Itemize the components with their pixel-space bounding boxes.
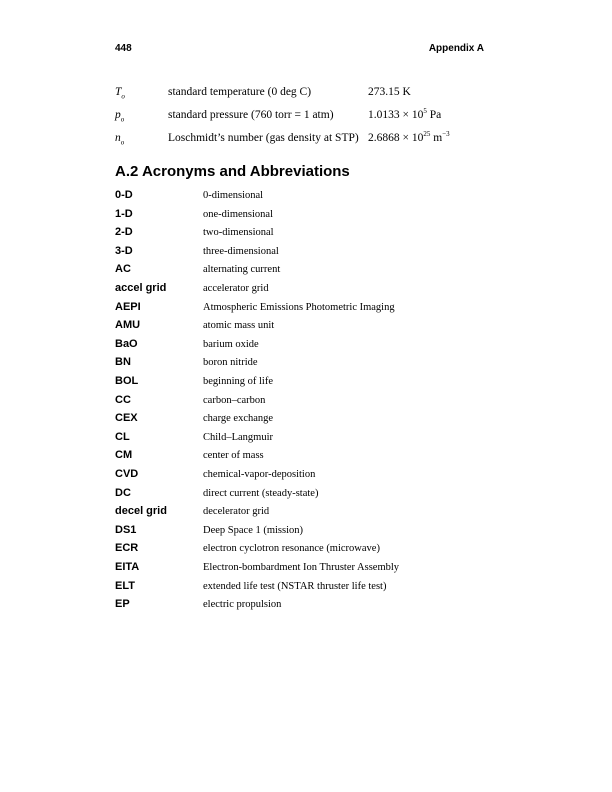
acronym-row	[115, 282, 515, 301]
acronym-definition: Atmospheric Emissions Photometric Imaging	[203, 301, 395, 313]
acronym-definition: atomic mass unit	[203, 320, 275, 332]
acronym: EP	[115, 598, 130, 611]
acronym-row	[115, 561, 515, 580]
acronym-row	[115, 542, 515, 561]
acronym: BOL	[115, 375, 139, 387]
acronym-row	[115, 356, 515, 375]
section-heading: A.2 Acronyms and Abbreviations	[115, 163, 350, 180]
acronym-definition: extended life test (NSTAR thruster life test)	[203, 580, 387, 592]
acronym: CL	[115, 430, 130, 443]
acronym-definition: decelerator grid	[203, 506, 270, 518]
acronym: ECR	[115, 542, 139, 555]
acronym-definition: three-dimensional	[203, 245, 279, 257]
constant-row	[115, 86, 515, 109]
constant-symbol: $T_o$	[115, 86, 125, 101]
acronym: AMU	[115, 319, 141, 332]
acronym: BN	[115, 356, 131, 369]
constant-description: standard pressure (760 torr = 1 atm)	[168, 109, 334, 121]
acronym-definition: beginning of life	[203, 376, 273, 387]
acronym-definition: alternating current	[203, 264, 281, 276]
acronym: CVD	[115, 468, 139, 480]
acronym: CC	[115, 393, 131, 406]
acronym: DC	[115, 486, 131, 499]
acronym-definition: two-dimensional	[203, 227, 274, 239]
running-header: Appendix A	[428, 43, 484, 54]
constant-value: $2.6868 \times 10^{25}$ $m^{-3}$	[368, 130, 450, 144]
acronym-definition: boron nitride	[203, 357, 258, 369]
acronym-row	[115, 263, 515, 282]
acronym-definition: center of mass	[203, 450, 264, 462]
acronym: AC	[115, 263, 131, 276]
acronym-definition: electron cyclotron resonance (microwave)	[203, 543, 380, 555]
acronym: DS1	[115, 523, 137, 536]
acronym-row	[115, 245, 515, 264]
acronym-definition: electric propulsion	[203, 599, 282, 611]
acronym-definition: carbon–carbon	[203, 394, 266, 406]
acronym-row	[115, 449, 515, 468]
acronym-definition: chemical-vapor-deposition	[203, 469, 316, 480]
acronym-row	[115, 505, 515, 524]
acronym-row	[115, 524, 515, 543]
acronym: 1-D	[115, 207, 133, 220]
acronym-row	[115, 375, 515, 394]
acronym: BaO	[115, 337, 138, 350]
constant-row	[115, 109, 515, 132]
acronym: CEX	[115, 412, 138, 425]
acronym-row	[115, 580, 515, 599]
constant-description: Loschmidt’s number (gas density at STP)	[168, 132, 359, 144]
acronym: EITA	[115, 561, 140, 573]
acronym-definition: one-dimensional	[203, 208, 273, 220]
constant-description: standard temperature (0 deg C)	[168, 86, 312, 98]
acronym-row	[115, 412, 515, 431]
acronym: AEPI	[115, 300, 141, 313]
acronym-definition: Deep Space 1 (mission)	[203, 524, 304, 536]
acronym: 3-D	[115, 244, 133, 257]
acronym-definition: Electron-bombardment Ion Thruster Assembly	[203, 562, 400, 573]
acronym-row	[115, 226, 515, 245]
acronym-definition: Child–Langmuir	[203, 431, 273, 443]
constant-value: 273.15 K	[368, 86, 411, 98]
acronym-row	[115, 301, 515, 320]
acronym: accel grid	[115, 282, 167, 294]
acronym-definition: charge exchange	[203, 413, 274, 425]
acronym-row	[115, 598, 515, 617]
acronym-row	[115, 431, 515, 450]
acronym-row	[115, 189, 515, 208]
acronym-row	[115, 487, 515, 506]
constant-value: $1.0133 \times 10^5$ Pa	[368, 107, 442, 121]
acronym: 2-D	[115, 226, 133, 239]
acronym-row	[115, 468, 515, 487]
acronym-definition: 0-dimensional	[203, 190, 264, 201]
acronym-definition: direct current (steady-state)	[203, 487, 319, 499]
constant-symbol: $p_o$	[115, 109, 125, 124]
acronym-row	[115, 338, 515, 357]
acronym-definition: accelerator grid	[203, 283, 269, 294]
acronym-definition: barium oxide	[203, 338, 259, 350]
acronym-row	[115, 319, 515, 338]
constant-symbol: $n_o$	[115, 132, 125, 147]
acronym-row	[115, 394, 515, 413]
acronym: 0-D	[115, 189, 133, 201]
acronym: decel grid	[115, 505, 167, 518]
page-number: 448	[115, 43, 132, 54]
acronym-row	[115, 208, 515, 227]
constant-row	[115, 132, 515, 155]
acronym: CM	[115, 449, 133, 462]
acronym: ELT	[115, 579, 135, 592]
